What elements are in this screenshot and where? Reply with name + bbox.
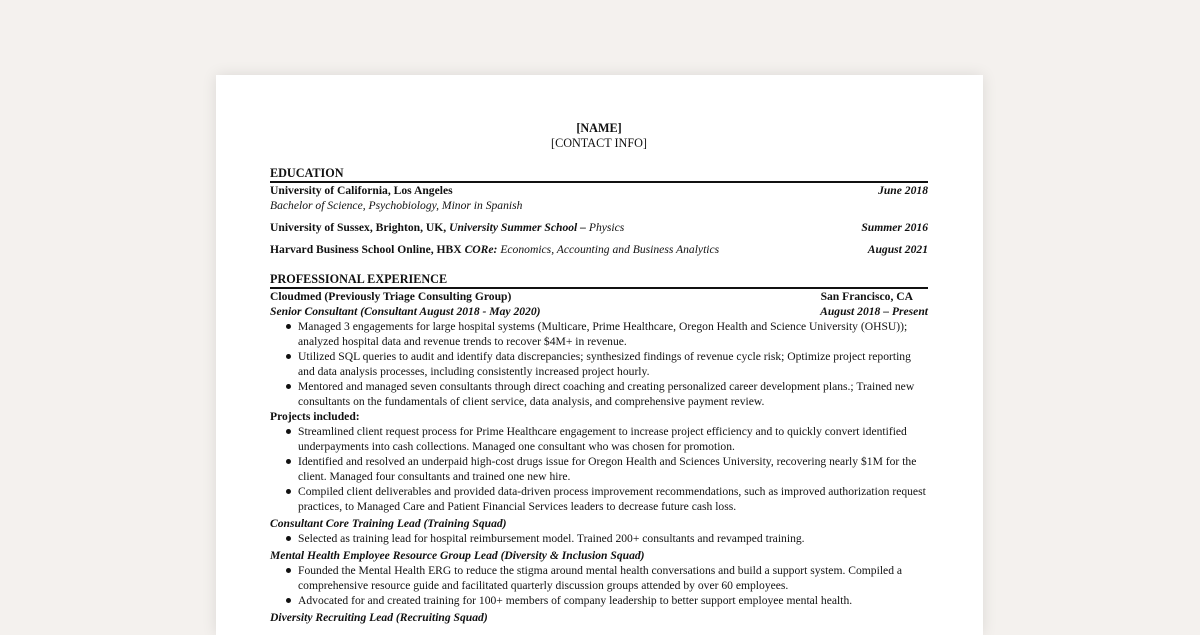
bullet-icon xyxy=(286,429,291,434)
bullet-text: Compiled client deliverables and provided data-driven process improvement recommendations, such as improved authorization request practices, to Managed Care and Patient Financial Services leaders to decrease future cash loss. xyxy=(298,485,926,513)
recruiting-lead-title: Diversity Recruiting Lead (Recruiting Squad) xyxy=(270,611,488,624)
resume-content xyxy=(270,121,928,625)
bullet-text: Managed 3 engagements for large hospital systems (Multicare, Prime Healthcare, Oregon Health and Science University (OHSU)); analyzed hospital data and revenue trends to recover $4M+ in revenue. xyxy=(298,320,908,348)
bullet-text: Streamlined client request process for Prime Healthcare engagement to increase project efficiency and to quickly convert identified underpayments into cash collections. Managed one consultant who was chosen for promotion. xyxy=(298,425,907,453)
role-row xyxy=(270,304,928,319)
list-item xyxy=(298,454,928,484)
experience-heading: PROFESSIONAL EXPERIENCE xyxy=(270,272,928,289)
bullet-text: Advocated for and created training for 100+ members of company leadership to better support employee mental health. xyxy=(298,594,853,607)
list-item xyxy=(298,484,928,514)
resume-page xyxy=(216,75,983,635)
projects-label: Projects included: xyxy=(270,410,360,423)
erg-lead-title: Mental Health Employee Resource Group Lead (Diversity & Inclusion Squad) xyxy=(270,549,645,562)
company-row xyxy=(270,289,928,304)
degree-detail: Bachelor of Science, Psychobiology, Minor in Spanish xyxy=(270,199,523,212)
bullet-icon xyxy=(286,536,291,541)
program-name: University Summer School – xyxy=(449,221,586,234)
bullet-text: Utilized SQL queries to audit and identify data discrepancies; synthesized findings of revenue cycle risk; Optimize project reporting and data analysis processes, including consistently increased project hourly. xyxy=(298,350,911,378)
experience-bullets xyxy=(270,319,928,409)
program-subject: Economics, Accounting and Business Analytics xyxy=(500,243,720,256)
training-bullets xyxy=(270,531,928,546)
education-date: August 2021 xyxy=(867,243,928,256)
education-heading: EDUCATION xyxy=(270,166,928,183)
bullet-icon xyxy=(286,324,291,329)
training-lead-title: Consultant Core Training Lead (Training Squad) xyxy=(270,517,507,530)
list-item xyxy=(298,593,928,608)
company-location: San Francisco, CA xyxy=(820,290,913,303)
bullet-icon xyxy=(286,459,291,464)
education-entry xyxy=(270,242,928,257)
bullet-text: Identified and resolved an underpaid high-cost drugs issue for Oregon Health and Sciences University, recovering nearly $1M for the client. Managed four consultants and trained one new hire. xyxy=(298,455,917,483)
education-entry xyxy=(270,183,928,198)
bullet-icon xyxy=(286,354,291,359)
education-entry xyxy=(270,220,928,235)
bullet-icon xyxy=(286,489,291,494)
school-name: Harvard Business School Online, HBX xyxy=(270,243,462,256)
bullet-text: Selected as training lead for hospital reimbursement model. Trained 200+ consultants and revamped training. xyxy=(298,532,805,545)
bullet-icon xyxy=(286,384,291,389)
education-date: June 2018 xyxy=(878,184,928,197)
project-bullets xyxy=(270,424,928,514)
candidate-name: [NAME] xyxy=(576,121,622,135)
program-subject: Physics xyxy=(588,221,625,234)
bullet-text: Founded the Mental Health ERG to reduce the stigma around mental health conversations and build a support system. Compiled a comprehensive resource guide and facilitated quarterly discussion groups attended by over 60 employees. xyxy=(298,564,903,592)
list-item xyxy=(298,379,928,409)
bullet-icon xyxy=(286,568,291,573)
school-name: University of California, Los Angeles xyxy=(270,184,453,197)
list-item xyxy=(298,563,928,593)
bullet-text: Mentored and managed seven consultants through direct coaching and creating personalized career development plans.; Trained new consultants on the fundamentals of client service, data analysis, and comprehensive payment review. xyxy=(298,380,915,408)
program-name: CORe: xyxy=(464,243,498,256)
list-item xyxy=(298,424,928,454)
company-name: Cloudmed (Previously Triage Consulting Group) xyxy=(270,290,512,303)
list-item xyxy=(298,531,928,546)
erg-bullets xyxy=(270,563,928,608)
role-dates: August 2018 – Present xyxy=(820,305,928,318)
role-title: Senior Consultant (Consultant August 2018 - May 2020) xyxy=(270,305,541,318)
education-date: Summer 2016 xyxy=(861,221,928,234)
bullet-icon xyxy=(286,598,291,603)
list-item xyxy=(298,319,928,349)
contact-info: [CONTACT INFO] xyxy=(551,136,647,150)
school-name: University of Sussex, Brighton, UK, xyxy=(270,221,447,234)
list-item xyxy=(298,349,928,379)
